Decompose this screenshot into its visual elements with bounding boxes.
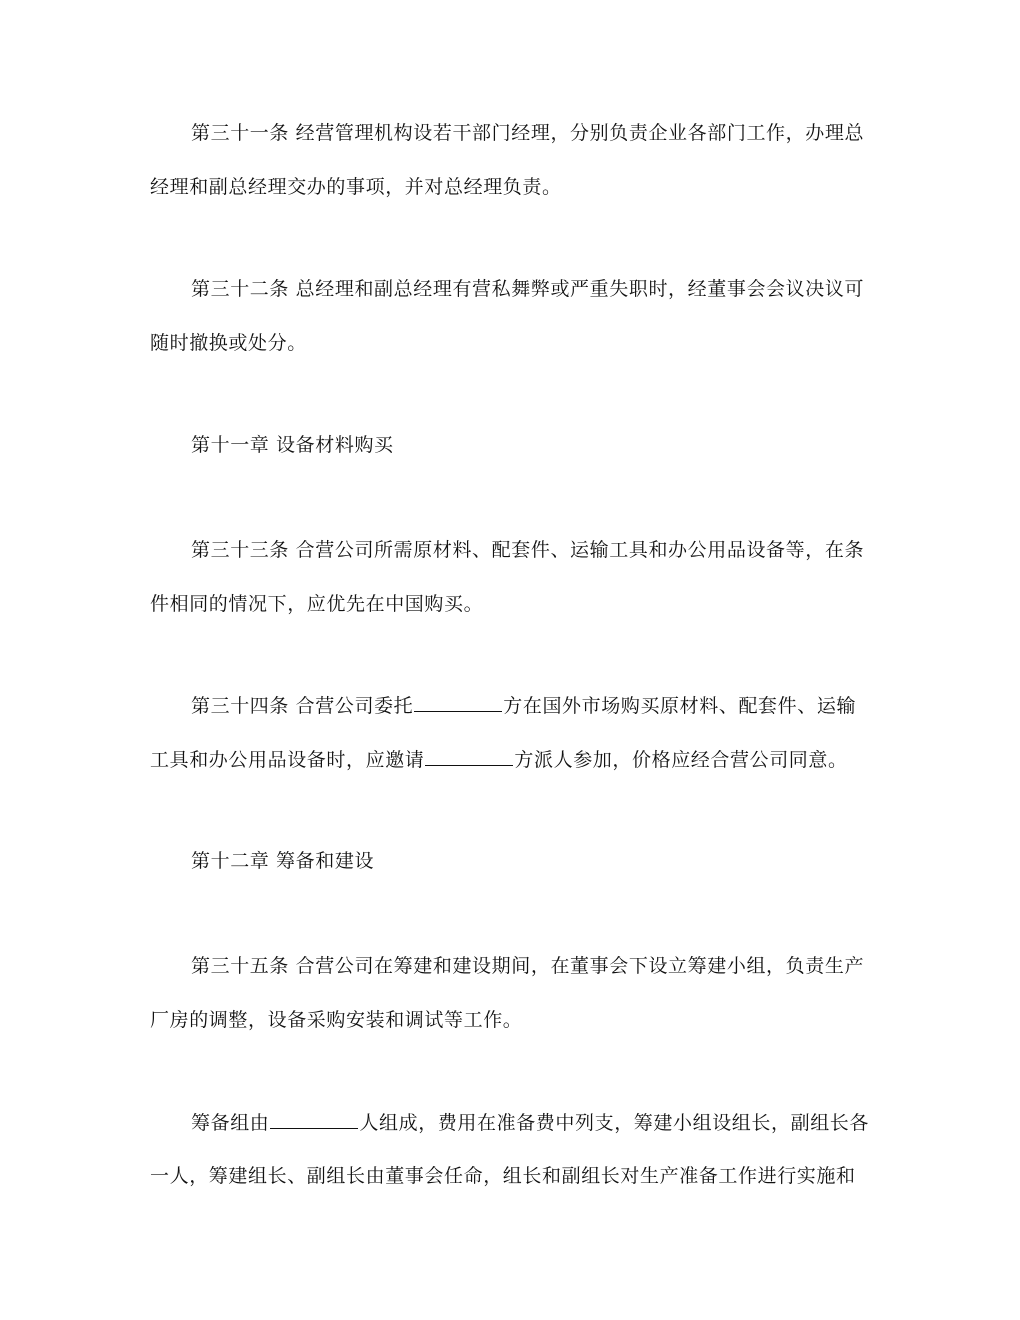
- preparation-line-1-text-after: 人组成，费用在准备费中列支，筹建小组设组长，副组长各: [359, 1112, 870, 1134]
- article-34-line-2-text-after: 方派人参加，价格应经合营公司同意。: [514, 749, 848, 771]
- article-31-line-2: 经理和副总经理交办的事项，并对总经理负责。: [150, 176, 562, 198]
- article-34-line-2-text-before: 工具和办公用品设备时，应邀请: [150, 749, 425, 771]
- chapter-11-title: 第十一章 设备材料购买: [191, 434, 394, 456]
- preparation-line-1-text-before: 筹备组由: [191, 1112, 270, 1134]
- article-35-line-1: 第三十五条 合营公司在筹建和建设期间，在董事会下设立筹建小组，负责生产: [191, 955, 865, 977]
- chapter-12-title: 第十二章 筹备和建设: [191, 850, 375, 872]
- article-34-line-2: [150, 747, 890, 772]
- article-32-line-1: 第三十二条 总经理和副总经理有营私舞弊或严重失职时，经董事会会议决议可: [191, 278, 865, 300]
- article-33-line-1: 第三十三条 合营公司所需原材料、配套件、运输工具和办公用品设备等，在条: [191, 539, 865, 561]
- preparation-line-1: [191, 1110, 931, 1135]
- article-31-line-1: 第三十一条 经营管理机构设若干部门经理，分别负责企业各部门工作，办理总: [191, 122, 865, 144]
- fill-in-blank[interactable]: [425, 747, 513, 766]
- article-34-line-1: [191, 693, 931, 718]
- fill-in-blank[interactable]: [270, 1110, 358, 1129]
- article-32-line-2: 随时撤换或处分。: [150, 332, 307, 354]
- article-34-line-1-text-before: 第三十四条 合营公司委托: [191, 695, 414, 717]
- article-35-line-2: 厂房的调整，设备采购安装和调试等工作。: [150, 1009, 523, 1031]
- article-33-line-2: 件相同的情况下，应优先在中国购买。: [150, 593, 484, 615]
- article-34-line-1-text-after: 方在国外市场购买原材料、配套件、运输: [503, 695, 857, 717]
- preparation-line-2: 一人，筹建组长、副组长由董事会任命，组长和副组长对生产准备工作进行实施和: [150, 1165, 856, 1187]
- fill-in-blank[interactable]: [414, 693, 502, 712]
